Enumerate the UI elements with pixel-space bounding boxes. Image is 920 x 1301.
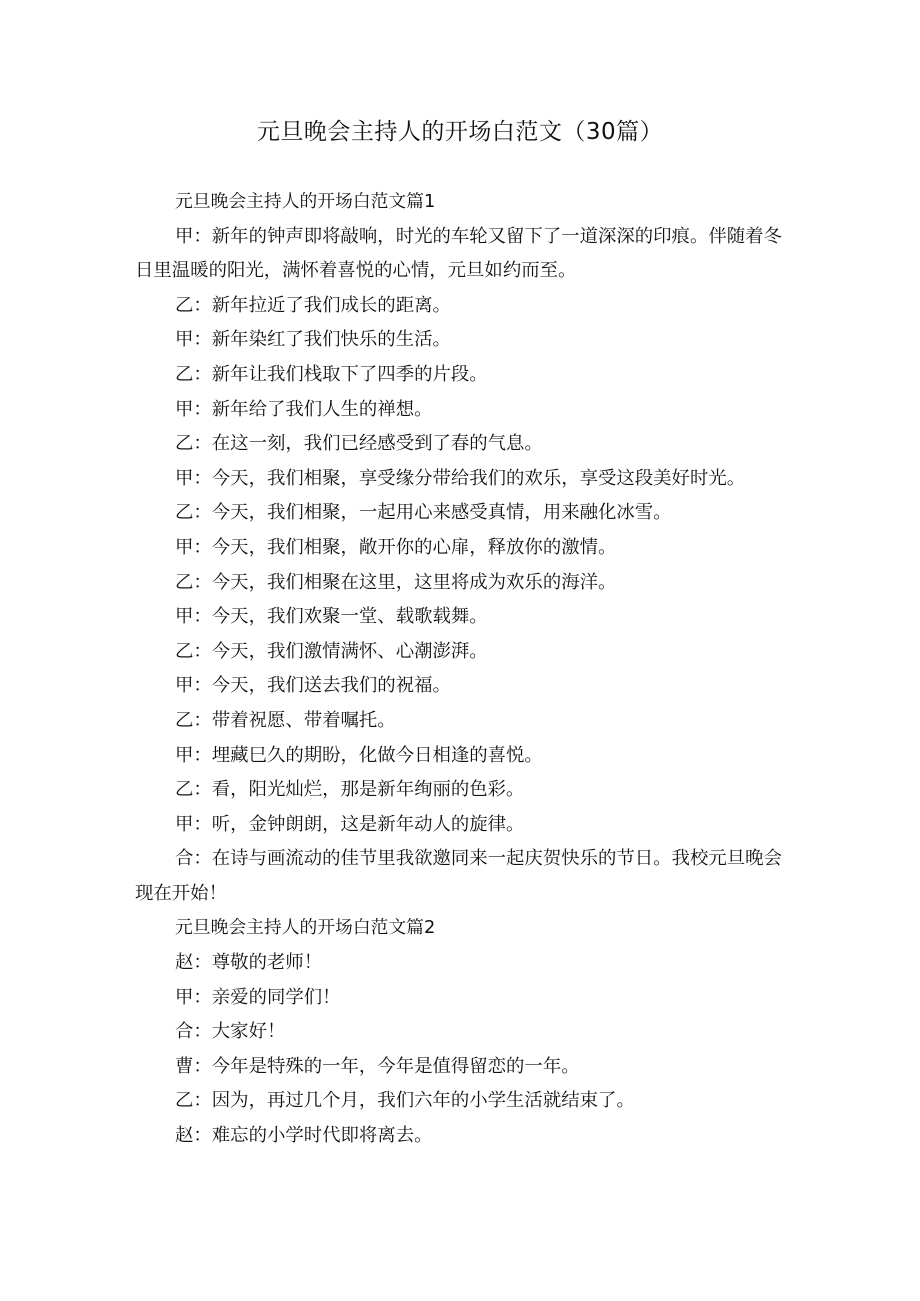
- dialogue-line: 甲：今天，我们相聚，享受缘分带给我们的欢乐，享受这段美好时光。: [175, 467, 746, 489]
- dialogue-line: 乙：今天，我们相聚在这里，这里将成为欢乐的海洋。: [175, 571, 617, 593]
- dialogue-line: 乙：带着祝愿、带着嘱托。: [175, 709, 396, 731]
- dialogue-line: 曹：今年是特殊的一年，今年是值得留恋的一年。: [175, 1055, 580, 1077]
- dialogue-line: 甲：今天，我们欢聚一堂、载歌载舞。: [175, 606, 488, 628]
- dialogue-line: 甲：新年的钟声即将敲响，时光的车轮又留下了一道深深的印痕。伴随着冬日里温暖的阳光，满怀着喜悦的心情，元旦如约而至。: [135, 225, 782, 282]
- dialogue-line: 乙：新年拉近了我们成长的距离。: [175, 294, 451, 316]
- dialogue-line: 赵：难忘的小学时代即将离去。: [175, 1125, 433, 1147]
- document-body: [135, 185, 790, 1154]
- dialogue-line: 乙：新年让我们栈取下了四季的片段。: [175, 363, 488, 385]
- dialogue-line: 乙：因为，再过几个月，我们六年的小学生活就结束了。: [175, 1090, 635, 1112]
- dialogue-line: 甲：今天，我们送去我们的祝福。: [175, 675, 451, 697]
- dialogue-line: 乙：看，阳光灿烂，那是新年绚丽的色彩。: [175, 779, 525, 801]
- dialogue-line: 合：大家好！: [175, 1021, 286, 1043]
- dialogue-line: 甲：新年给了我们人生的禅想。: [175, 398, 433, 420]
- dialogue-line: 甲：听，金钟朗朗，这是新年动人的旋律。: [175, 813, 525, 835]
- dialogue-line: 甲：亲爱的同学们！: [175, 986, 341, 1008]
- dialogue-line: 乙：在这一刻，我们已经感受到了春的气息。: [175, 433, 543, 455]
- dialogue-line: 甲：埋藏巳久的期盼，化做今日相逢的喜悦。: [175, 744, 543, 766]
- dialogue-line: 赵：尊敬的老师！: [175, 952, 323, 974]
- section-heading: 元旦晚会主持人的开场白范文篇1: [175, 191, 436, 212]
- section-heading: 元旦晚会主持人的开场白范文篇2: [175, 917, 436, 939]
- dialogue-line: 乙：今天，我们激情满怀、心潮澎湃。: [175, 640, 488, 662]
- dialogue-line: 合：在诗与画流动的佳节里我欲邀同来一起庆贺快乐的节日。我校元旦晚会现在开始！: [135, 848, 782, 904]
- document-title: 元旦晚会主持人的开场白范文（30篇）: [256, 119, 664, 145]
- dialogue-line: 甲：新年染红了我们快乐的生活。: [175, 329, 451, 351]
- dialogue-line: 甲：今天，我们相聚，敞开你的心扉，释放你的激情。: [175, 536, 617, 558]
- dialogue-line: 乙：今天，我们相聚，一起用心来感受真情，用来融化冰雪。: [175, 502, 672, 524]
